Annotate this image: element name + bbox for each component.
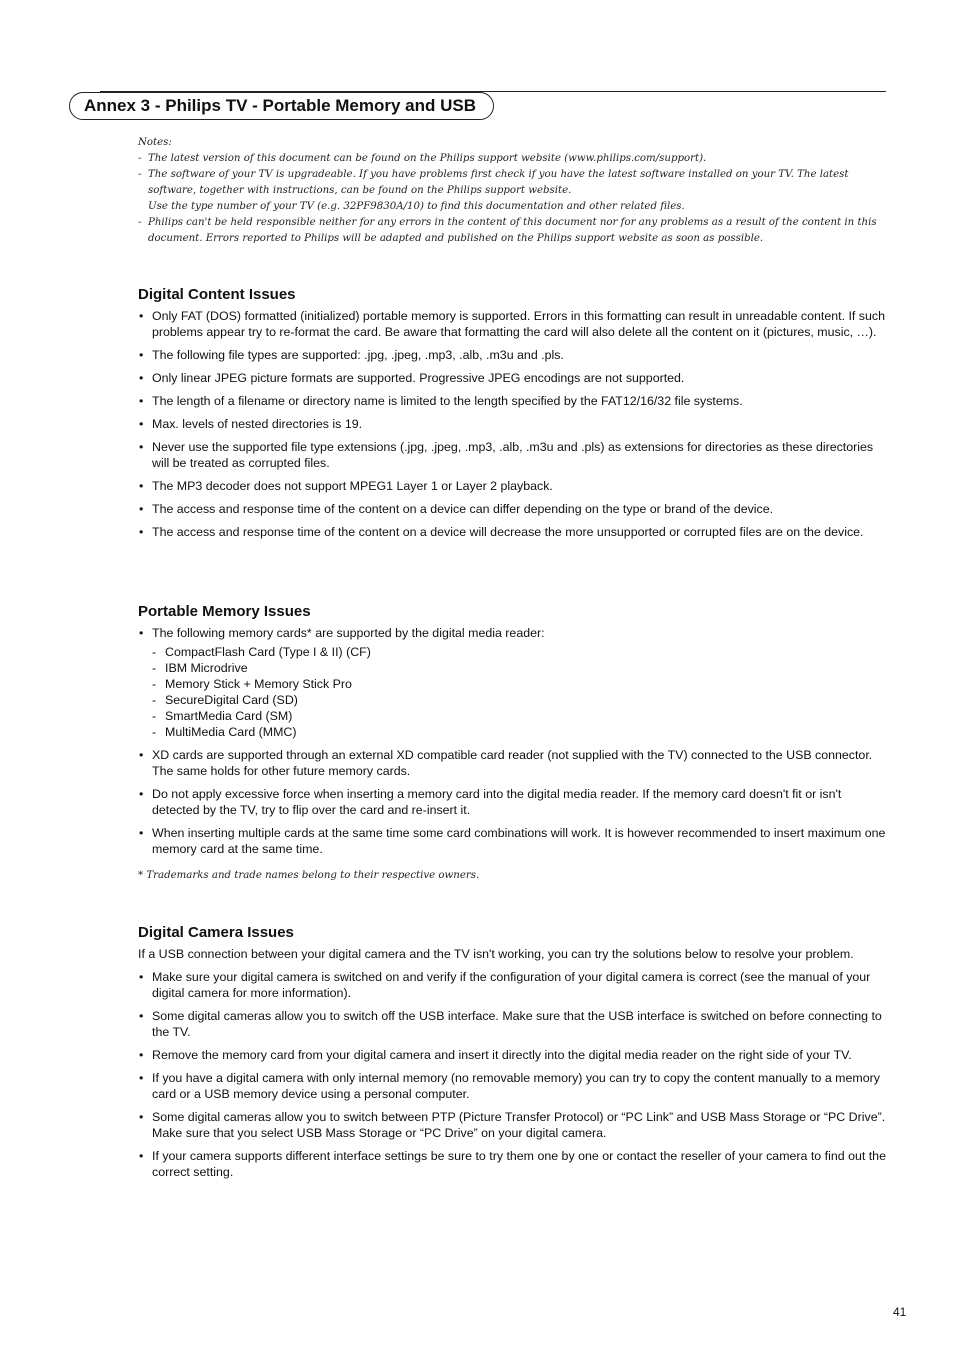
list-item: • Some digital cameras allow you to switch off the USB interface. Make sure that the USB interface is switched on before connecting to the TV. [139, 1009, 882, 1039]
list-item-text: If you have a digital camera with only internal memory (no removable memory) you can try to copy the content manually to a memory card or a USB memory device using a personal computer. [152, 1071, 880, 1101]
list-item-text: Only FAT (DOS) formatted (initialized) portable memory is supported. Errors in this formatting can result in unreadable content. If such problems appear try to re-format the card. Be aware that formatting the card will also delete all the content on it (pictures, music, …). [152, 309, 885, 339]
list-item-text: The following file types are supported: .jpg, .jpeg, .mp3, .alb, .m3u and .pls. [152, 348, 564, 362]
list-item: • The following file types are supported: .jpg, .jpeg, .mp3, .alb, .m3u and .pls. [139, 348, 564, 362]
page-number: 41 [893, 1305, 907, 1319]
list-item: • The MP3 decoder does not support MPEG1 Layer 1 or Layer 2 playback. [139, 479, 553, 493]
digital-camera-section [138, 924, 886, 1187]
list-item-text: Never use the supported file type extensions (.jpg, .jpeg, .mp3, .alb, .m3u and .pls) as extensions for directories as these directories will be treated as corrupted files. [152, 440, 874, 470]
list-item-text: When inserting multiple cards at the same time some card combinations will work. It is however recommended to insert maximum one memory card at the same time. [152, 826, 886, 856]
list-item: • Do not apply excessive force when inserting a memory card into the digital media reader. If the memory card doesn't fit or isn't detected by the TV, try to flip over the card and re-insert it. [139, 787, 842, 817]
list-item-text: Some digital cameras allow you to switch off the USB interface. Make sure that the USB interface is switched on before connecting to the TV. [152, 1009, 882, 1039]
memory-card-item: - Memory Stick + Memory Stick Pro [152, 677, 352, 691]
list-item-text: XD cards are supported through an external XD compatible card reader (not supplied with the TV) connected to the USB connector. The same holds for other future memory cards. [152, 748, 873, 778]
list-item-text: Do not apply excessive force when inserting a memory card into the digital media reader. If the memory card doesn't fit or isn't detected by the TV, try to flip over the card and re-insert it. [152, 787, 842, 817]
memory-card-item: - IBM Microdrive [152, 661, 248, 675]
list-item-text: Max. levels of nested directories is 19. [152, 417, 363, 431]
list-item: • Remove the memory card from your digital camera and insert it directly into the digital media reader on the right side of your TV. [139, 1048, 852, 1062]
list-item: • Some digital cameras allow you to switch between PTP (Picture Transfer Protocol) or “PC Link” and USB Mass Storage or “PC Drive”. Make sure that you select USB Mass Storage or “PC Drive” on your digital camera. [139, 1110, 886, 1140]
list-item: • The length of a filename or directory name is limited to the length specified by the FAT12/16/32 file systems. [139, 394, 743, 408]
notes-block [138, 135, 878, 247]
list-item: • Make sure your digital camera is switched on and verify if the configuration of your digital camera is correct (see the manual of your digital camera for more information). [139, 970, 871, 1000]
list-item-text: The access and response time of the content on a device will decrease the more unsupported or corrupted files are on the device. [152, 525, 864, 539]
memory-card-name: IBM Microdrive [165, 661, 248, 675]
trademark-footnote: * Trademarks and trade names belong to their respective owners. [138, 870, 480, 881]
memory-card-item: - SmartMedia Card (SM) [152, 709, 293, 723]
list-item: • Only FAT (DOS) formatted (initialized) portable memory is supported. Errors in this formatting can result in unreadable content. If such problems appear try to re-format the card. Be aware that formatting the card will also delete all the content on it (pictures, music, …). [139, 309, 885, 339]
list-item: • Never use the supported file type extensions (.jpg, .jpeg, .mp3, .alb, .m3u and .pls) as extensions for directories as these directories will be treated as corrupted files. [139, 440, 874, 470]
list-item-text: The length of a filename or directory name is limited to the length specified by the FAT12/16/32 file systems. [152, 394, 743, 408]
note-text: Use the type number of your TV (e.g. 32PF9830A/10) to find this documentation and other related files. [148, 201, 685, 212]
notes-heading: Notes: [138, 137, 172, 148]
list-item: • The access and response time of the content on a device will decrease the more unsupported or corrupted files are on the device. [139, 525, 864, 539]
memory-card-item: - SecureDigital Card (SD) [152, 693, 298, 707]
memory-card-name: Memory Stick + Memory Stick Pro [165, 677, 352, 691]
note-item: - The latest version of this document can be found on the Philips support website (www.philips.com/support). [138, 153, 707, 164]
list-item: • XD cards are supported through an external XD compatible card reader (not supplied with the TV) connected to the USB connector. The same holds for other future memory cards. [139, 748, 873, 778]
list-item: • If your camera supports different interface settings be sure to try them one by one or contact the reseller of your camera to find out the correct setting. [139, 1149, 886, 1179]
list-item: • When inserting multiple cards at the same time some card combinations will work. It is however recommended to insert maximum one memory card at the same time. [139, 826, 886, 856]
note-item: - Philips can't be held responsible neither for any errors in the content of this document nor for any problems as a result of the content in this document. Errors reported to Philips will be adapted and published on the Philips support website as soon as possible. [138, 217, 877, 244]
list-item-text: Some digital cameras allow you to switch between PTP (Picture Transfer Protocol) or “PC Link” and USB Mass Storage or “PC Drive”. Make sure that you select USB Mass Storage or “PC Drive” on your digital camera. [152, 1110, 886, 1140]
page-title: Annex 3 - Philips TV - Portable Memory and USB [69, 92, 494, 120]
digital-content-section [138, 286, 886, 547]
memory-card-item: - CompactFlash Card (Type I & II) (CF) [152, 645, 371, 659]
memory-card-name: MultiMedia Card (MMC) [165, 725, 297, 739]
section-intro: If a USB connection between your digital camera and the TV isn't working, you can try the solutions below to resolve your problem. [138, 947, 854, 961]
list-item: • Max. levels of nested directories is 19. [139, 417, 363, 431]
list-item: • The access and response time of the content on a device can differ depending on the type or brand of the device. [139, 502, 774, 516]
list-item-text: Remove the memory card from your digital camera and insert it directly into the digital media reader on the right side of your TV. [152, 1048, 852, 1062]
memory-card-item: - MultiMedia Card (MMC) [152, 725, 297, 739]
note-text: The software of your TV is upgradeable. If you have problems first check if you have the latest software installed on your TV. The latest software, together with instructions, can be found on the Philips support website. [148, 169, 849, 196]
list-item: • If you have a digital camera with only internal memory (no removable memory) you can try to copy the content manually to a memory card or a USB memory device using a personal computer. [139, 1071, 880, 1101]
section-title: Portable Memory Issues [138, 603, 311, 620]
list-item-text: If your camera supports different interface settings be sure to try them one by one or contact the reseller of your camera to find out the correct setting. [152, 1149, 886, 1179]
memory-card-list [138, 644, 886, 740]
memory-card-name: CompactFlash Card (Type I & II) (CF) [165, 645, 371, 659]
list-item-text: The following memory cards* are supported by the digital media reader: [152, 626, 545, 640]
list-item-text: Only linear JPEG picture formats are supported. Progressive JPEG encodings are not supported. [152, 371, 685, 385]
section-title: Digital Content Issues [138, 286, 296, 303]
list-item-text: Make sure your digital camera is switched on and verify if the configuration of your digital camera is correct (see the manual of your digital camera for more information). [152, 970, 871, 1000]
memory-card-name: SecureDigital Card (SD) [165, 693, 298, 707]
note-item [138, 199, 878, 215]
list-item-text: The access and response time of the content on a device can differ depending on the type or brand of the device. [152, 502, 774, 516]
list-item: • Only linear JPEG picture formats are supported. Progressive JPEG encodings are not supported. [139, 371, 685, 385]
section-title: Digital Camera Issues [138, 924, 294, 941]
note-text: Philips can't be held responsible neither for any errors in the content of this document nor for any problems as a result of the content in this document. Errors reported to Philips will be adapted and published on the Philips support website as soon as possible. [148, 217, 877, 244]
note-item: - The software of your TV is upgradeable. If you have problems first check if you have the latest software installed on your TV. The latest software, together with instructions, can be found on the Philips support website. [138, 169, 849, 196]
list-item-text: The MP3 decoder does not support MPEG1 Layer 1 or Layer 2 playback. [152, 479, 553, 493]
list-item: • The following memory cards* are supported by the digital media reader: - CompactFlash Card (Type I & II) (CF) - IBM Microdrive - Memory Stick + Memory Stick Pro - SecureDigital Card (SD) - SmartMedia Card (SM) - MultiMedia Card (MMC) [138, 625, 886, 740]
memory-card-name: SmartMedia Card (SM) [165, 709, 293, 723]
note-text: The latest version of this document can be found on the Philips support website (www.philips.com/support). [148, 153, 707, 164]
portable-memory-section [138, 603, 886, 884]
